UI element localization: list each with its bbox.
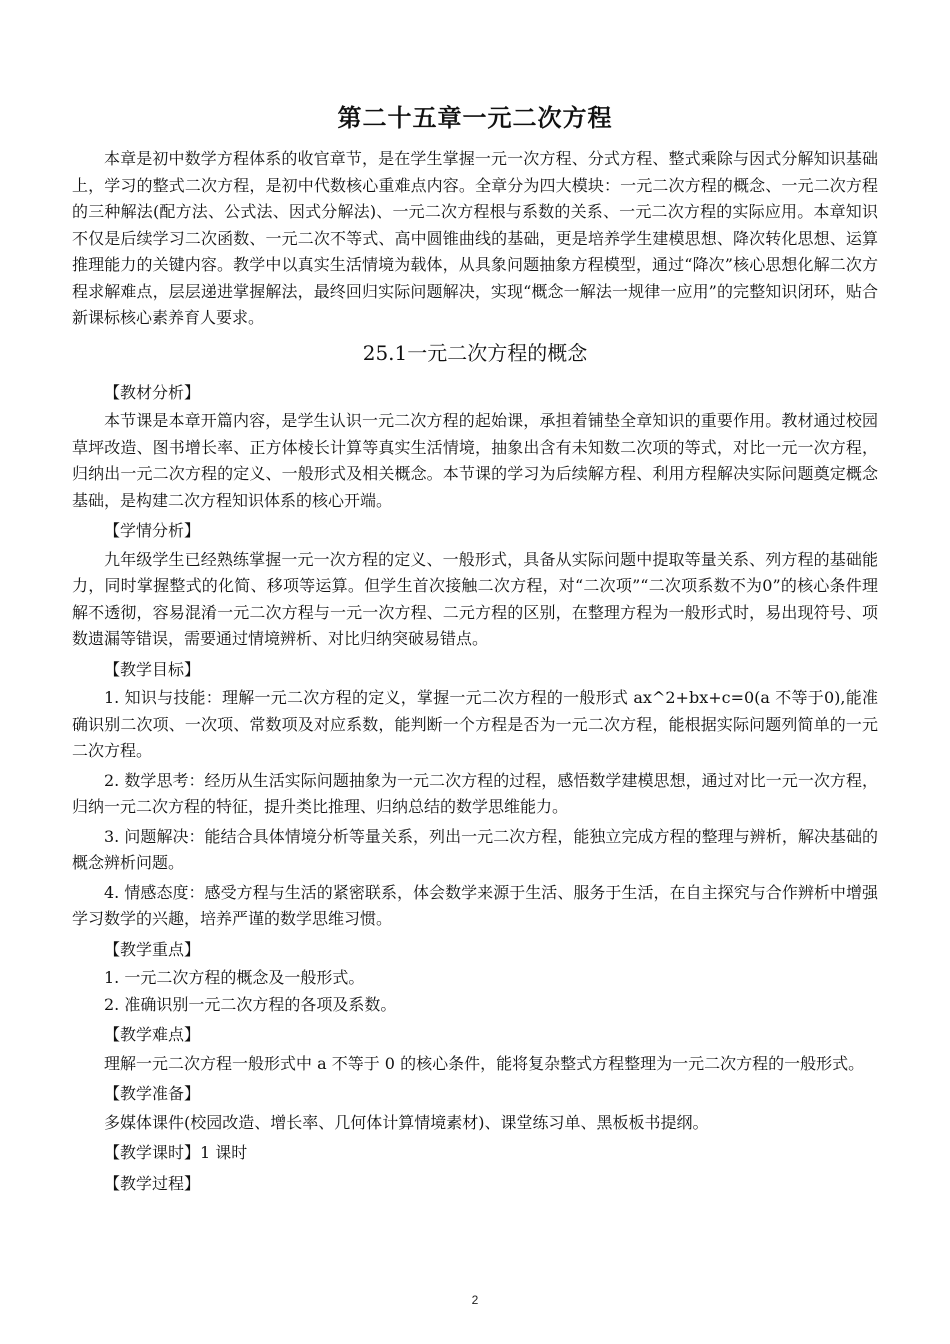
teaching-goals-heading: 【教学目标】 bbox=[104, 659, 201, 679]
preparation-heading: 【教学准备】 bbox=[104, 1084, 201, 1103]
teaching-process-heading: 【教学过程】 bbox=[104, 1173, 201, 1193]
section-title: 25.1一元二次方程的概念 bbox=[362, 340, 588, 365]
key-points-heading: 【教学重点】 bbox=[104, 939, 201, 959]
key-point-item: 1. 一元二次方程的概念及一般形式。 bbox=[104, 968, 365, 987]
preparation-body: 多媒体课件(校园改造、增长率、几何体计算情境素材)、课堂练习单、黑板板书提纲。 bbox=[104, 1112, 709, 1132]
goal-item: 1. 知识与技能：理解一元二次方程的定义，掌握一元二次方程的一般形式 ax^2+bx+c=0(a 不等于0),能准确识别二次项、一次项、常数项及对应系数，能判断一个方程是否为一元二次方程，能根据实际问题列简单的一元二次方程。 bbox=[72, 688, 878, 760]
goal-item: 2. 数学思考：经历从生活实际问题抽象为一元二次方程的过程，感悟数学建模思想，通过对比一元一次方程，归纳一元二次方程的特征，提升类比推理、归纳总结的数学思维能力。 bbox=[72, 770, 878, 816]
page-number: 2 bbox=[471, 1293, 479, 1307]
goal-item: 3. 问题解决：能结合具体情境分析等量关系，列出一元二次方程，能独立完成方程的整理与辨析，解决基础的概念辨析问题。 bbox=[72, 826, 878, 872]
chapter-title: 第二十五章一元二次方程 bbox=[337, 103, 613, 132]
difficult-points-heading: 【教学难点】 bbox=[104, 1025, 201, 1044]
document-page bbox=[72, 100, 878, 1199]
learner-analysis-heading: 【学情分析】 bbox=[104, 521, 201, 540]
difficult-points-body: 理解一元二次方程一般形式中 a 不等于 0 的核心条件，能将复杂整式方程整理为一元二次方程的一般形式。 bbox=[104, 1053, 865, 1073]
learner-analysis-body: 九年级学生已经熟练掌握一元一次方程的定义、一般形式，具备从实际问题中提取等量关系、列方程的基础能力，同时掌握整式的化简、移项等运算。但学生首次接触二次方程，对“二次项”“二次项系数不为0”的核心条件理解不透彻，容易混淆一元二次方程与一元一次方程、二元方程的区别，在整理方程为一般形式时，易出现符号、项数遗漏等错误，需要通过情境辨析、对比归纳突破易错点。 bbox=[72, 549, 878, 648]
textbook-analysis-heading: 【教材分析】 bbox=[104, 382, 201, 402]
chapter-intro: 本章是初中数学方程体系的收官章节，是在学生掌握一元一次方程、分式方程、整式乘除与因式分解知识基础上，学习的整式二次方程，是初中代数核心重难点内容。全章分为四大模块：一元二次方程的概念、一元二次方程的三种解法(配方法、公式法、因式分解法)、一元二次方程根与系数的关系、一元二次方程的实际应用。本章知识不仅是后续学习二次函数、一元二次不等式、高中圆锥曲线的基础，更是培养学生建模思想、降次转化思想、运算推理能力的关键内容。教学中以真实生活情境为载体，从具象问题抽象方程模型，通过“降次”核心思想化解二次方程求解难点，层层递进掌握解法，最终回归实际问题解决，实现“概念一解法一规律一应用”的完整知识闭环，贴合新课标核心素养育人要求。 bbox=[72, 149, 878, 327]
textbook-analysis-body: 本节课是本章开篇内容，是学生认识一元二次方程的起始课，承担着铺垫全章知识的重要作用。教材通过校园草坪改造、图书增长率、正方体棱长计算等真实生活情境，抽象出含有未知数二次项的等式，对比一元一次方程，归纳出一元二次方程的定义、一般形式及相关概念。本节课的学习为后续解方程、利用方程解决实际问题奠定概念基础，是构建二次方程知识体系的核心开端。 bbox=[72, 411, 878, 510]
class-hours-line: 【教学课时】1 课时 bbox=[104, 1143, 248, 1162]
goal-item: 4. 情感态度：感受方程与生活的紧密联系，体会数学来源于生活、服务于生活，在自主探究与合作辨析中增强学习数学的兴趣，培养严谨的数学思维习惯。 bbox=[72, 882, 878, 928]
key-point-item: 2. 准确识别一元二次方程的各项及系数。 bbox=[104, 994, 397, 1014]
